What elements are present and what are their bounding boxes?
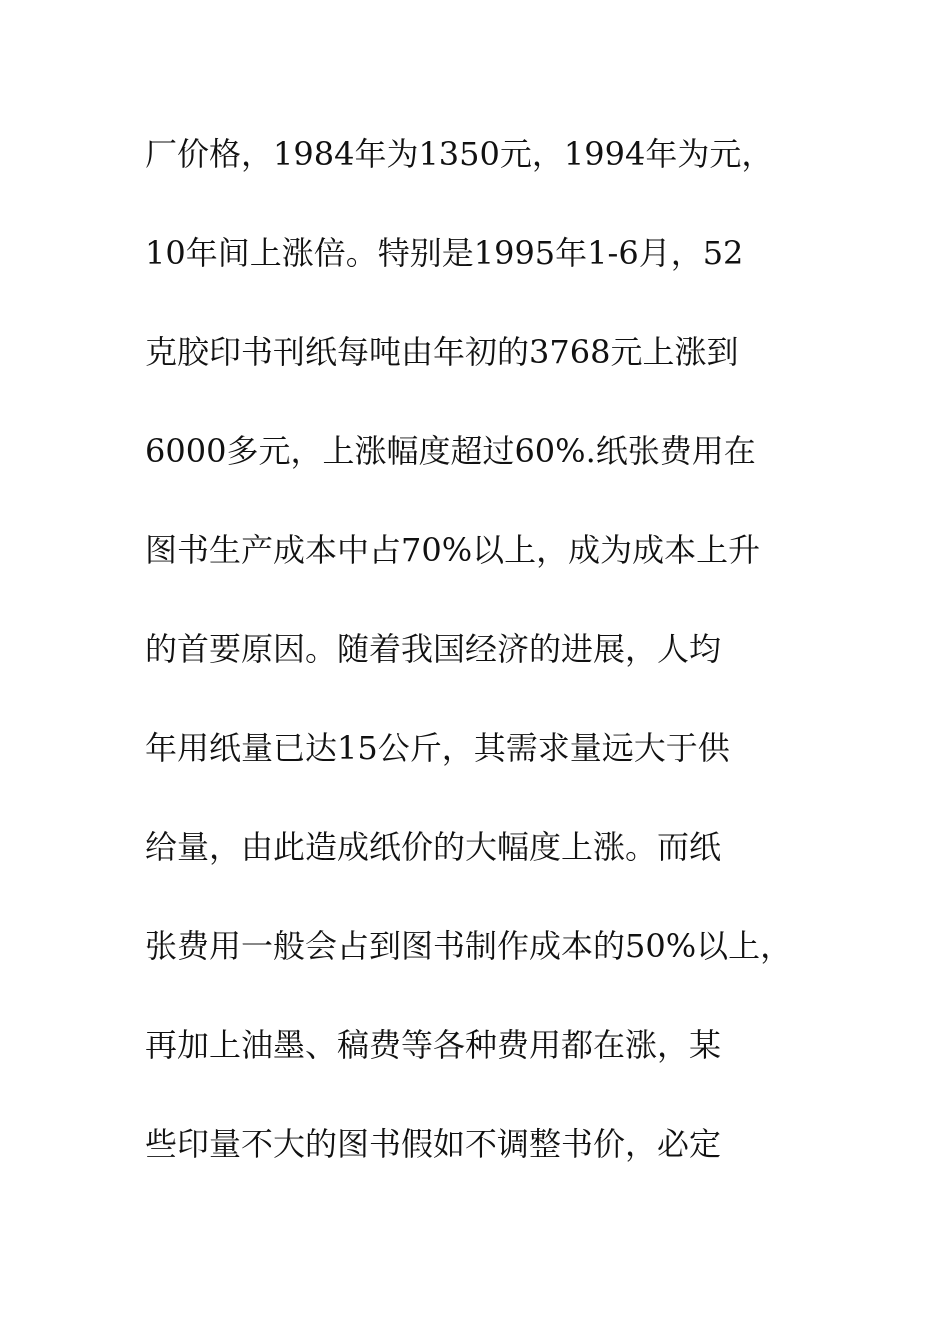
text-line: 给量，由此造成纸价的大幅度上涨。而纸 (145, 828, 722, 866)
text-line: 再加上油墨、稿费等各种费用都在涨，某 (145, 1026, 722, 1064)
text-line: 张费用一般会占到图书制作成本的50%以上， (145, 927, 793, 965)
text-line: 的首要原因。随着我国经济的进展，人均 (145, 630, 722, 668)
text-line: 些印量不大的图书假如不调整书价，必定 (145, 1125, 722, 1163)
text-line: 图书生产成本中占70%以上，成为成本上升 (145, 531, 761, 569)
text-line: 克胶印书刊纸每吨由年初的3768元上涨到 (145, 333, 739, 371)
text-line: 6000多元，上涨幅度超过60%.纸张费用在 (145, 432, 756, 470)
text-line: 年用纸量已达15公斤，其需求量远大于供 (145, 729, 730, 767)
text-line: 10年间上涨倍。特别是1995年1-6月，52 (145, 234, 744, 272)
text-line: 厂价格，1984年为1350元，1994年为元， (145, 135, 774, 173)
body-paragraph (145, 130, 845, 1219)
